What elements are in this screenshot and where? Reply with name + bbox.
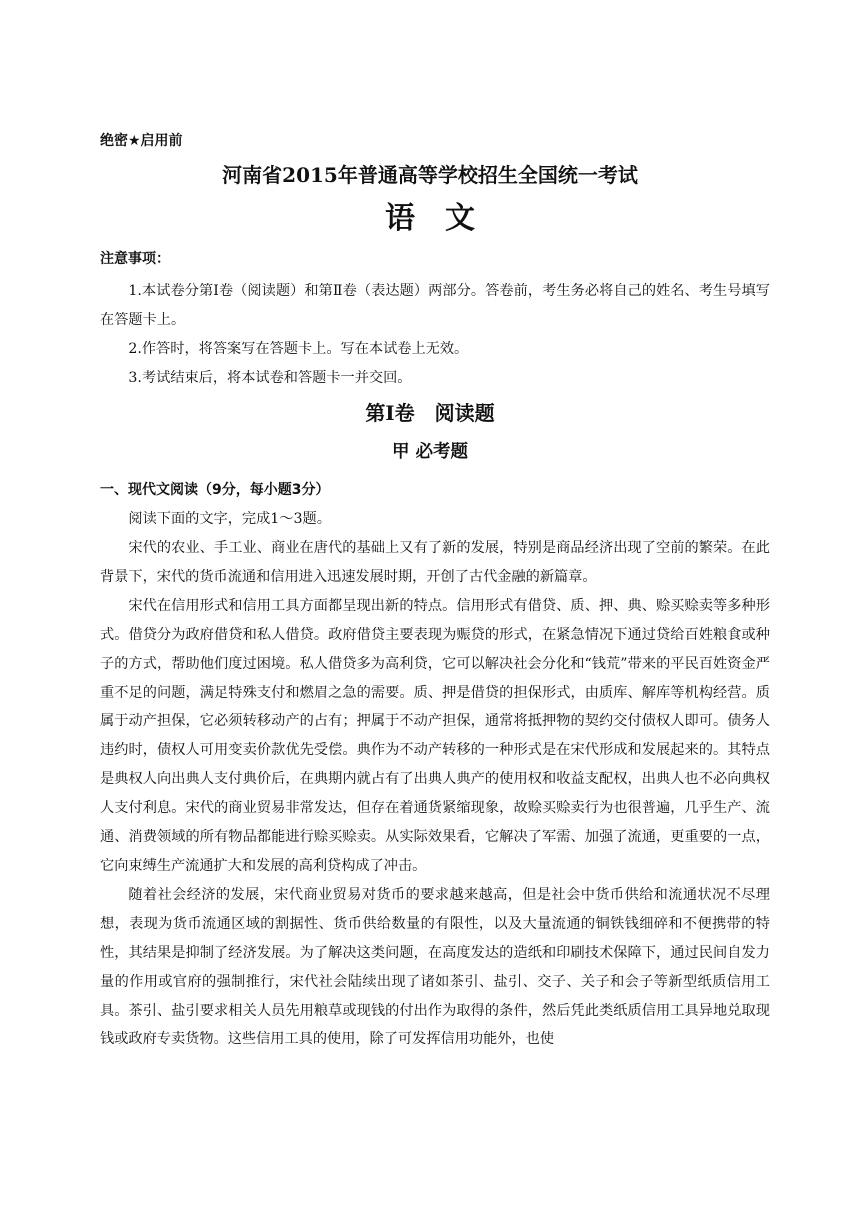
part-title: 甲 必考题 [391,442,469,462]
notice-heading: 注意事项： [100,251,170,267]
notice-item: 3.考试结束后，将本试卷和答题卡一并交回。 [128,370,412,386]
passage-paragraph: 随着社会经济的发展，宋代商业贸易对货币的要求越来越高，但是社会中货币供给和流通状况不尽理想，表现为货币流通区域的割据性、货币供给数量的有限性，以及大量流通的铜铁钱细碎和不便携带的特性，其结果是抑制了经济发展。为了解决这类问题，在高度发达的造纸和印刷技术保障下，通过民间自发力量的作用或官府的强制推行，宋代社会陆续出现了诸如茶引、盐引、交子、关子和会子等新型纸质信用工具。茶引、盐引要求相关人员先用粮草或现钱的付出作为取得的条件，然后凭此类纸质信用工具异地兑取现钱或政府专卖货物。这些信用工具的使用，除了可发挥信用功能外，也使 [100,886,770,1048]
notice-item: 2.作答时，将答案写在答题卡上。写在本试卷上无效。 [128,341,469,357]
volume-title: 第Ⅰ卷 阅读题 [365,401,495,425]
section-heading: 一、现代文阅读（9分，每小题3分） [100,482,330,498]
passage-paragraph: 宋代的农业、手工业、商业在唐代的基础上又有了新的发展，特别是商品经济出现了空前的繁荣。在此背景下，宋代的货币流通和信用进入迅速发展时期，开创了古代金融的新篇章。 [100,540,770,585]
notice-list [100,277,770,393]
instruction-text: 阅读下面的文字，完成1～3题。 [128,511,331,527]
subject-title: 语文 [385,201,505,236]
passage-paragraph: 宋代在信用形式和信用工具方面都呈现出新的特点。信用形式有借贷、质、押、典、赊买赊卖等多种形式。借贷分为政府借贷和私人借贷。政府借贷主要表现为赈贷的形式，在紧急情况下通过贷给百姓粮食或种子的方式，帮助他们度过困境。私人借贷多为高利贷，它可以解决社会分化和“钱荒”带来的平民百姓资金严重不足的问题，满足特殊支付和燃眉之急的需要。质、押是借贷的担保形式，由质库、解库等机构经营。质属于动产担保，它必须转移动产的占有；押属于不动产担保，通常将抵押物的契约交付债权人即可。债务人违约时，债权人可用变卖价款优先受偿。典作为不动产转移的一种形式是在宋代形成和发展起来的。其特点是典权人向出典人支付典价后，在典期内就占有了出典人典产的使用权和收益支配权，出典人也不必向典权人支付利息。宋代的商业贸易非常发达，但存在着通货紧缩现象，故赊买赊卖行为也很普遍，几乎生产、流通、消费领域的所有物品都能进行赊买赊卖。从实际效果看，它解决了军需、加强了流通，更重要的一点，它向束缚生产流通扩大和发展的高利贷构成了冲击。 [100,597,770,874]
reading-passage [100,534,770,1054]
exam-title: 河南省2015年普通高等学校招生全国统一考试 [222,163,638,187]
secret-mark: 绝密★启用前 [100,133,183,149]
notice-item: 1.本试卷分第Ⅰ卷（阅读题）和第Ⅱ卷（表达题）两部分。答卷前，考生务必将自己的姓名、考生号填写在答题卡上。 [100,283,770,328]
section-instruction [100,505,770,534]
